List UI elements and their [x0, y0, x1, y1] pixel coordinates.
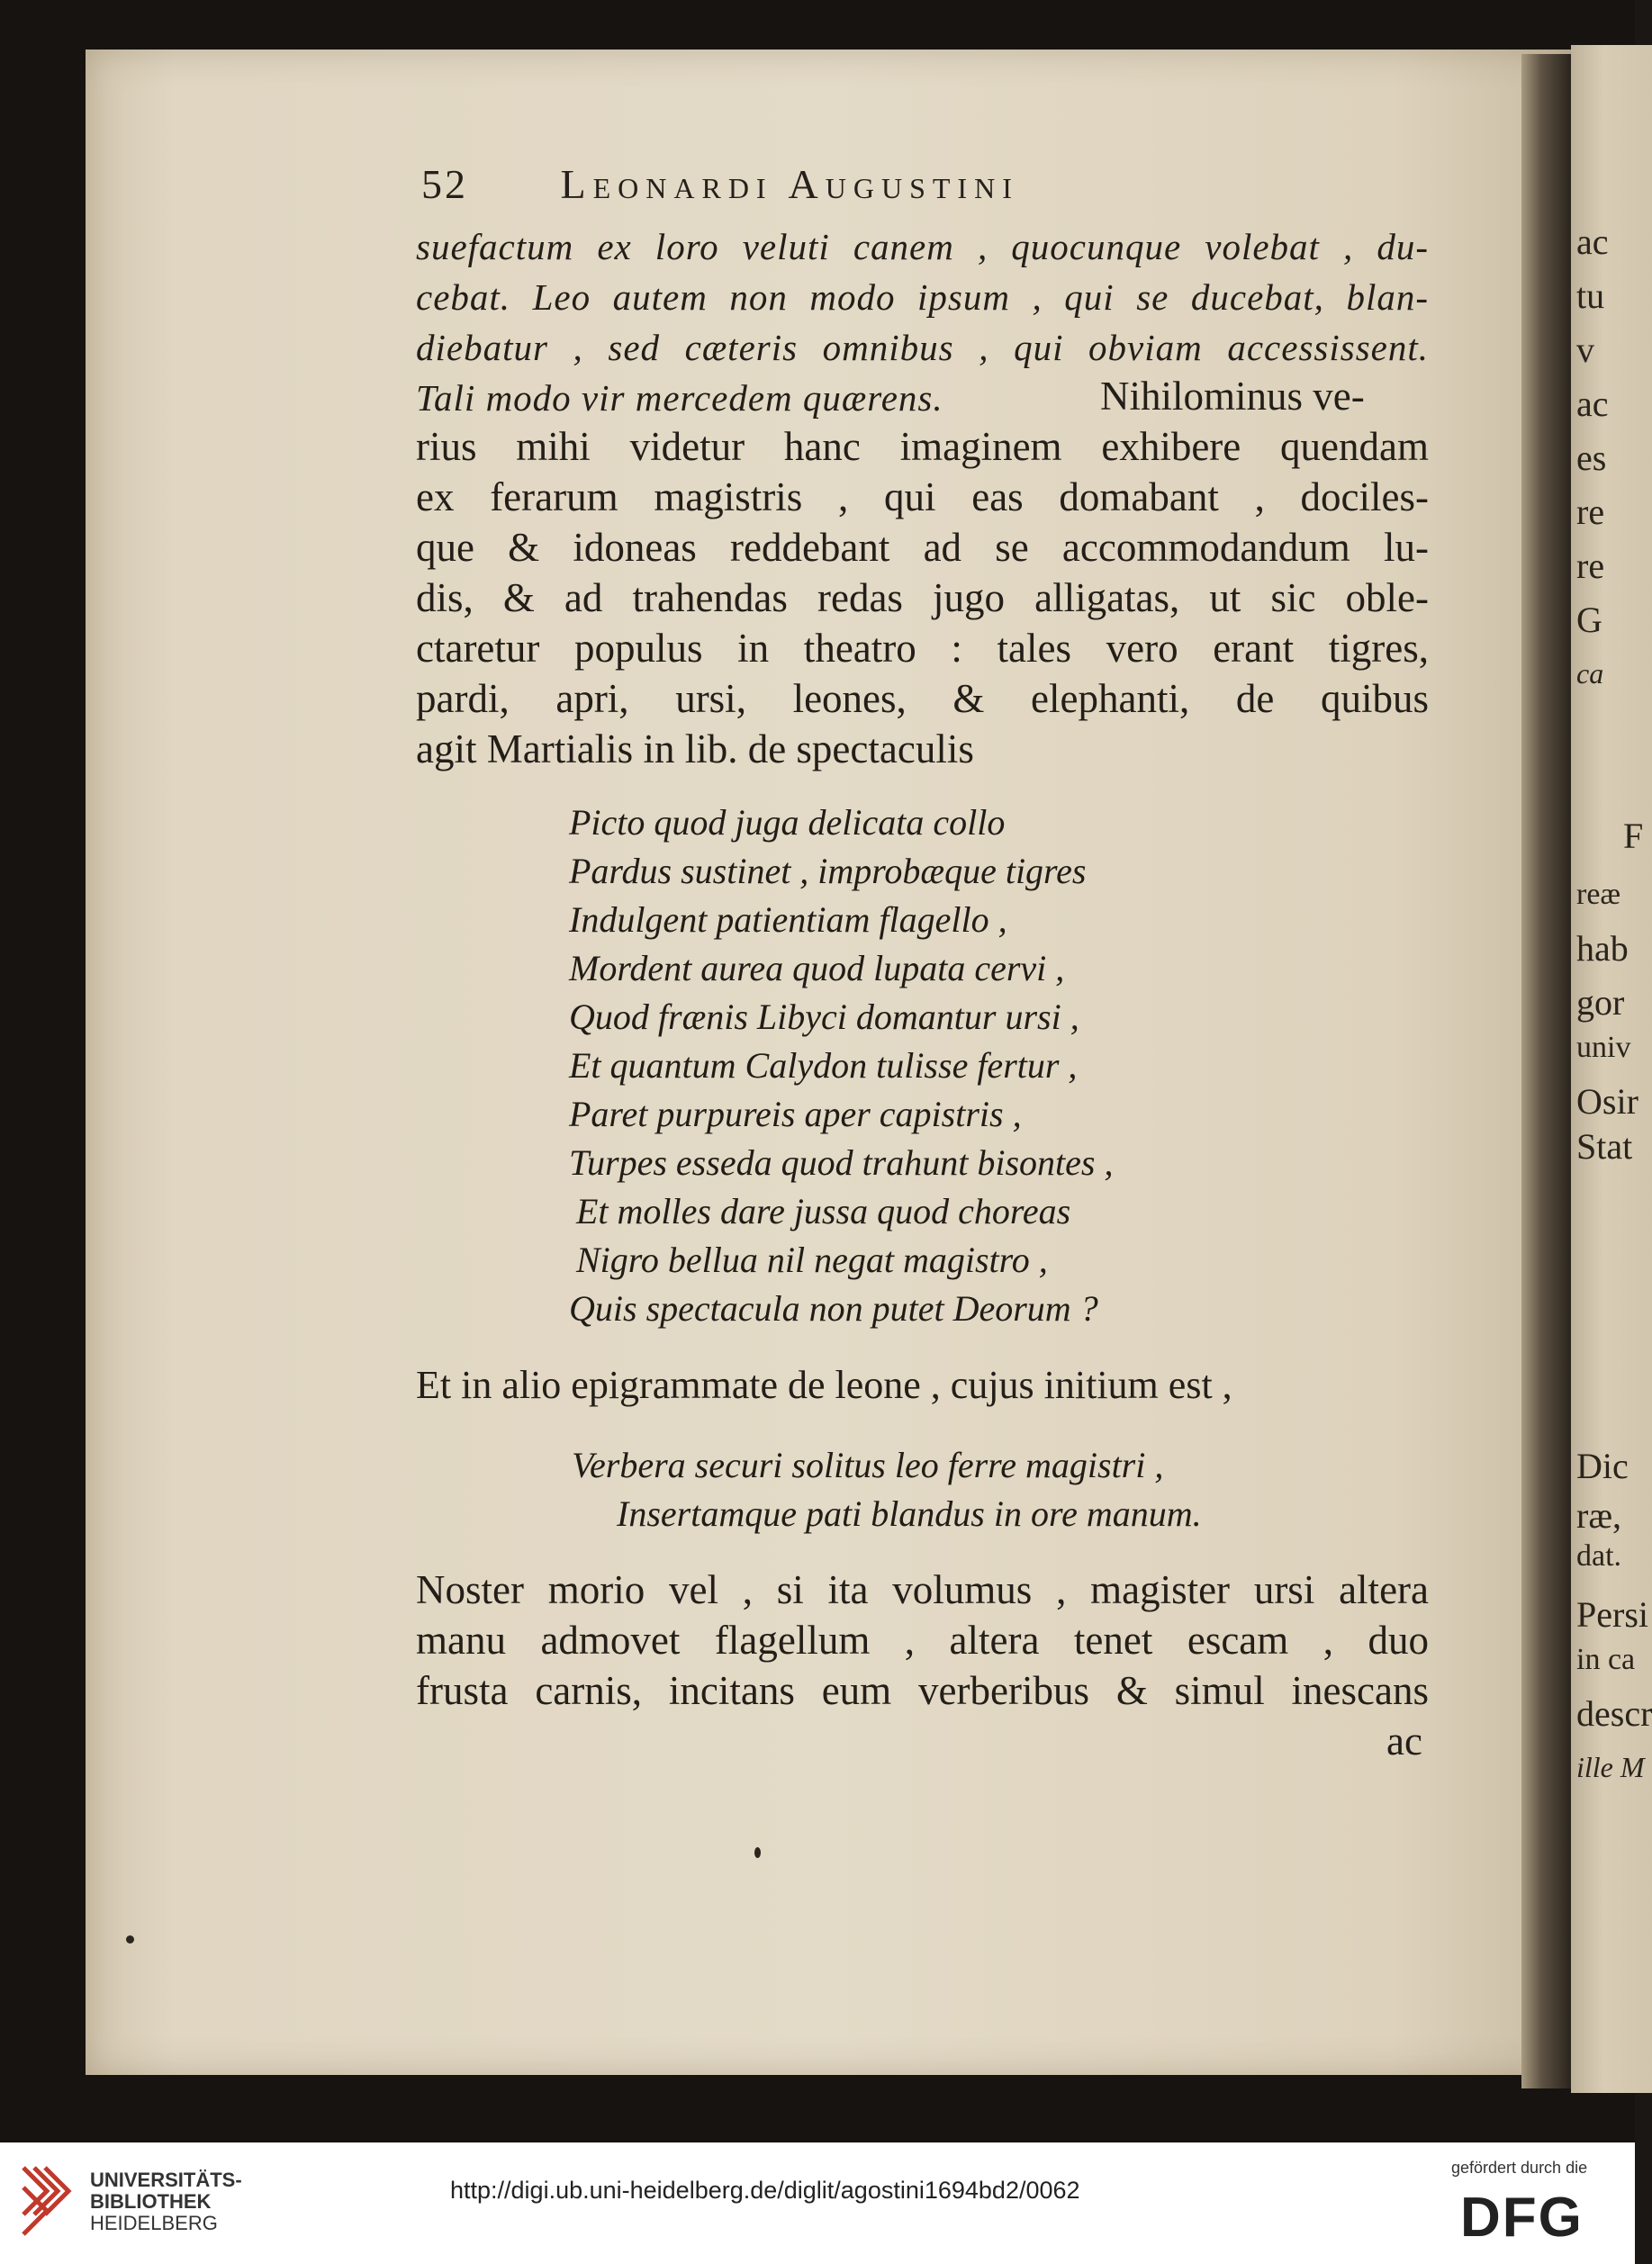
running-head-title: Leonardi Augustini [560, 161, 1019, 207]
facing-page-fragment: Dic [1576, 1446, 1629, 1486]
facing-page-fragment: ræ, [1576, 1495, 1621, 1536]
permalink-url[interactable]: http://digi.ub.uni-heidelberg.de/diglit/agostini1694bd2/0062 [450, 2177, 1080, 2204]
ink-spot [754, 1847, 761, 1858]
facing-page-fragment: dat. [1576, 1539, 1622, 1573]
verse-line: Indulgent patientiam flagello , [569, 899, 1007, 940]
text-line: frusta carnis, incitans eum verberibus & simul inescans [416, 1668, 1429, 1713]
page-number: 52 [421, 161, 468, 207]
facing-page-fragment: descr [1576, 1693, 1652, 1734]
facing-page-fragment: ille M [1576, 1751, 1645, 1783]
text-line: Tali modo vir mercedem quærens. [416, 377, 943, 419]
facing-page-fragment: tu [1576, 275, 1605, 316]
text-line: pardi, apri, ursi, leones, & elephanti, de quibus [416, 676, 1429, 721]
ink-spot [126, 1935, 134, 1944]
verse-line: Et molles dare jussa quod choreas [576, 1191, 1071, 1231]
verse-line: Paret purpureis aper capistris , [569, 1094, 1022, 1134]
verse-line: Quod frænis Libyci domantur ursi , [569, 997, 1079, 1037]
facing-page-fragment: reæ [1576, 878, 1621, 911]
verse-line: Nigro bellua nil negat magistro , [576, 1240, 1048, 1280]
text-line: diebatur , sed cæteris omnibus , qui obviam accessissent. [416, 327, 1429, 368]
facing-page-fragment: F [1623, 816, 1644, 856]
dfg-logo: DFG [1460, 2187, 1584, 2249]
text-line: Nihilominus ve- [1100, 374, 1365, 419]
catchword: ac [1386, 1718, 1422, 1763]
text-line: que & idoneas reddebant ad se accommodandum lu- [416, 525, 1429, 570]
text-line: manu admovet flagellum , altera tenet escam , duo [416, 1618, 1429, 1663]
funding-note: gefördert durch die [1451, 2159, 1588, 2177]
facing-page-fragment: re [1576, 492, 1605, 532]
facing-page-fragment: Osir [1576, 1081, 1638, 1122]
text-line: cebat. Leo autem non modo ipsum , qui se ducebat, blan- [416, 276, 1429, 318]
text-line: ctaretur populus in theatro : tales vero erant tigres, [416, 626, 1429, 671]
facing-page-fragment: Persi [1576, 1594, 1648, 1635]
library-name-line: HEIDELBERG [90, 2212, 218, 2234]
verse-line: Et quantum Calydon tulisse fertur , [569, 1045, 1078, 1086]
text-line: Et in alio epigrammate de leone , cujus initium est , [416, 1363, 1232, 1407]
verse-line: Turpes esseda quod trahunt bisontes , [569, 1142, 1114, 1183]
facing-page-fragment: G [1576, 600, 1602, 640]
verse-line: Picto quod juga delicata collo [569, 802, 1006, 843]
text-line: agit Martialis in lib. de spectaculis [416, 726, 974, 771]
facing-page-fragment: re [1576, 546, 1605, 586]
verse-line: Mordent aurea quod lupata cervi , [569, 948, 1065, 988]
text-line: ex ferarum magistris , qui eas domabant , dociles- [416, 474, 1429, 519]
library-name [90, 2169, 242, 2234]
facing-page-fragment: in ca [1576, 1643, 1636, 1676]
text-line: dis, & ad trahendas redas jugo alligatas, ut sic oble- [416, 575, 1429, 620]
verse-line: Pardus sustinet , improbæque tigres [569, 851, 1087, 891]
facing-page-fragment: ac [1576, 383, 1609, 424]
facing-page-fragment: ca [1576, 657, 1604, 690]
facing-page-fragment: gor [1576, 982, 1625, 1023]
library-logo-icon [20, 2160, 76, 2241]
verse-line: Insertamque pati blandus in ore manum. [617, 1493, 1202, 1534]
facing-page-fragment: univ [1576, 1031, 1631, 1064]
verse-line: Verbera securi solitus leo ferre magistri , [572, 1445, 1164, 1485]
facing-page-fragment: es [1576, 437, 1607, 478]
facing-page-edge [1571, 45, 1652, 2093]
library-name-line: BIBLIOTHEK [90, 2190, 212, 2213]
facing-page-fragment: Stat [1576, 1126, 1633, 1167]
text-line: rius mihi videtur hanc imaginem exhibere quendam [416, 424, 1429, 469]
book-gutter [1521, 54, 1571, 2088]
text-line: Noster morio vel , si ita volumus , magister ursi altera [416, 1567, 1429, 1612]
facing-page-fragment: hab [1576, 928, 1629, 969]
library-name-line: UNIVERSITÄTS- [90, 2169, 242, 2191]
facing-page-fragment: v [1576, 329, 1594, 370]
verse-line: Quis spectacula non putet Deorum ? [569, 1288, 1098, 1329]
text-line: suefactum ex loro veluti canem , quocunque volebat , du- [416, 226, 1429, 267]
facing-page-fragment: ac [1576, 221, 1609, 262]
